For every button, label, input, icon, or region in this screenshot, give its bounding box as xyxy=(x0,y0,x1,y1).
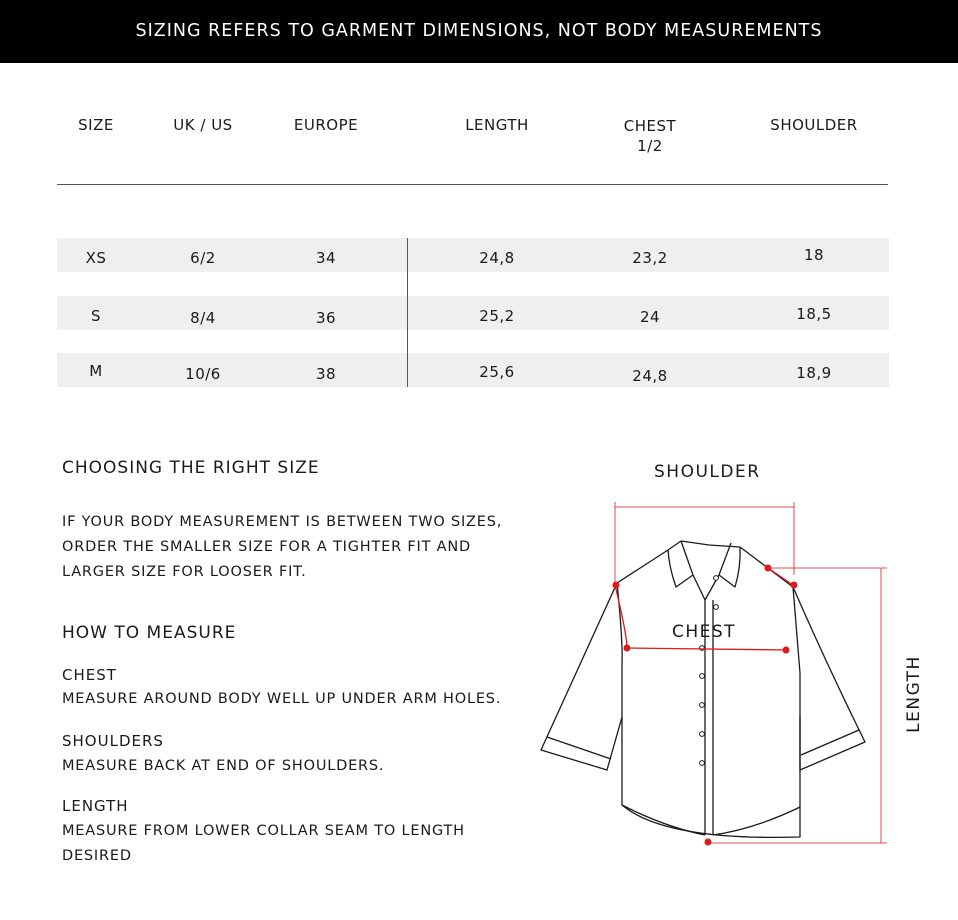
cell-shoulder: 18 xyxy=(803,246,825,264)
shoulders-desc: MEASURE BACK AT END OF SHOULDERS. xyxy=(62,758,385,774)
cell-shoulder: 18,9 xyxy=(796,364,832,382)
cell-uk-us: 6/2 xyxy=(190,249,216,267)
cell-length: 24,8 xyxy=(479,249,515,267)
col-header-shoulder: SHOULDER xyxy=(770,116,858,134)
choosing-line: IF YOUR BODY MEASUREMENT IS BETWEEN TWO SIZES, xyxy=(62,514,503,530)
table-row-m xyxy=(57,353,889,387)
length-desc xyxy=(62,819,465,869)
length-desc-line: MEASURE FROM LOWER COLLAR SEAM TO LENGTH xyxy=(62,823,465,839)
shirt-icon xyxy=(535,455,958,855)
cell-size: S xyxy=(90,307,102,325)
cell-chest: 24 xyxy=(639,308,661,326)
cell-size: XS xyxy=(85,249,107,267)
cell-chest: 23,2 xyxy=(632,249,668,267)
cell-europe: 36 xyxy=(315,309,337,327)
length-subhead: LENGTH xyxy=(62,797,129,815)
choosing-title: CHOOSING THE RIGHT SIZE xyxy=(62,458,320,478)
cell-europe: 38 xyxy=(315,365,337,383)
sizing-banner: SIZING REFERS TO GARMENT DIMENSIONS, NOT BODY MEASUREMENTS xyxy=(0,0,958,63)
cell-chest: 24,8 xyxy=(632,367,668,385)
header-divider xyxy=(57,184,888,185)
col-header-chest: CHEST 1/2 xyxy=(623,117,677,155)
length-label: LENGTH xyxy=(903,655,924,733)
how-to-measure-title: HOW TO MEASURE xyxy=(62,623,237,643)
table-row-s xyxy=(57,296,889,330)
cell-length: 25,2 xyxy=(479,307,515,325)
col-header-europe: EUROPE xyxy=(293,116,359,134)
col-header-size: SIZE xyxy=(78,116,114,134)
table-row-xs xyxy=(57,238,889,272)
choosing-line: ORDER THE SMALLER SIZE FOR A TIGHTER FIT AND xyxy=(62,539,472,555)
chest-subhead: CHEST xyxy=(62,666,117,684)
length-desc-line: DESIRED xyxy=(62,848,132,864)
choosing-line: LARGER SIZE FOR LOOSER FIT. xyxy=(62,564,307,580)
chest-label: CHEST xyxy=(672,622,737,642)
cell-length: 25,6 xyxy=(479,363,515,381)
choosing-paragraph xyxy=(62,510,502,585)
shoulders-subhead: SHOULDERS xyxy=(62,732,164,750)
cell-shoulder: 18,5 xyxy=(796,305,832,323)
garment-diagram xyxy=(535,455,958,855)
shoulder-label: SHOULDER xyxy=(654,462,761,482)
cell-size: M xyxy=(89,362,103,380)
cell-uk-us: 10/6 xyxy=(185,365,221,383)
cell-europe: 34 xyxy=(315,249,337,267)
chest-desc: MEASURE AROUND BODY WELL UP UNDER ARM HOLES. xyxy=(62,691,502,707)
col-header-uk-us: UK / US xyxy=(173,116,233,134)
col-header-length: LENGTH xyxy=(465,116,529,134)
column-separator xyxy=(407,238,408,387)
cell-uk-us: 8/4 xyxy=(190,309,216,327)
